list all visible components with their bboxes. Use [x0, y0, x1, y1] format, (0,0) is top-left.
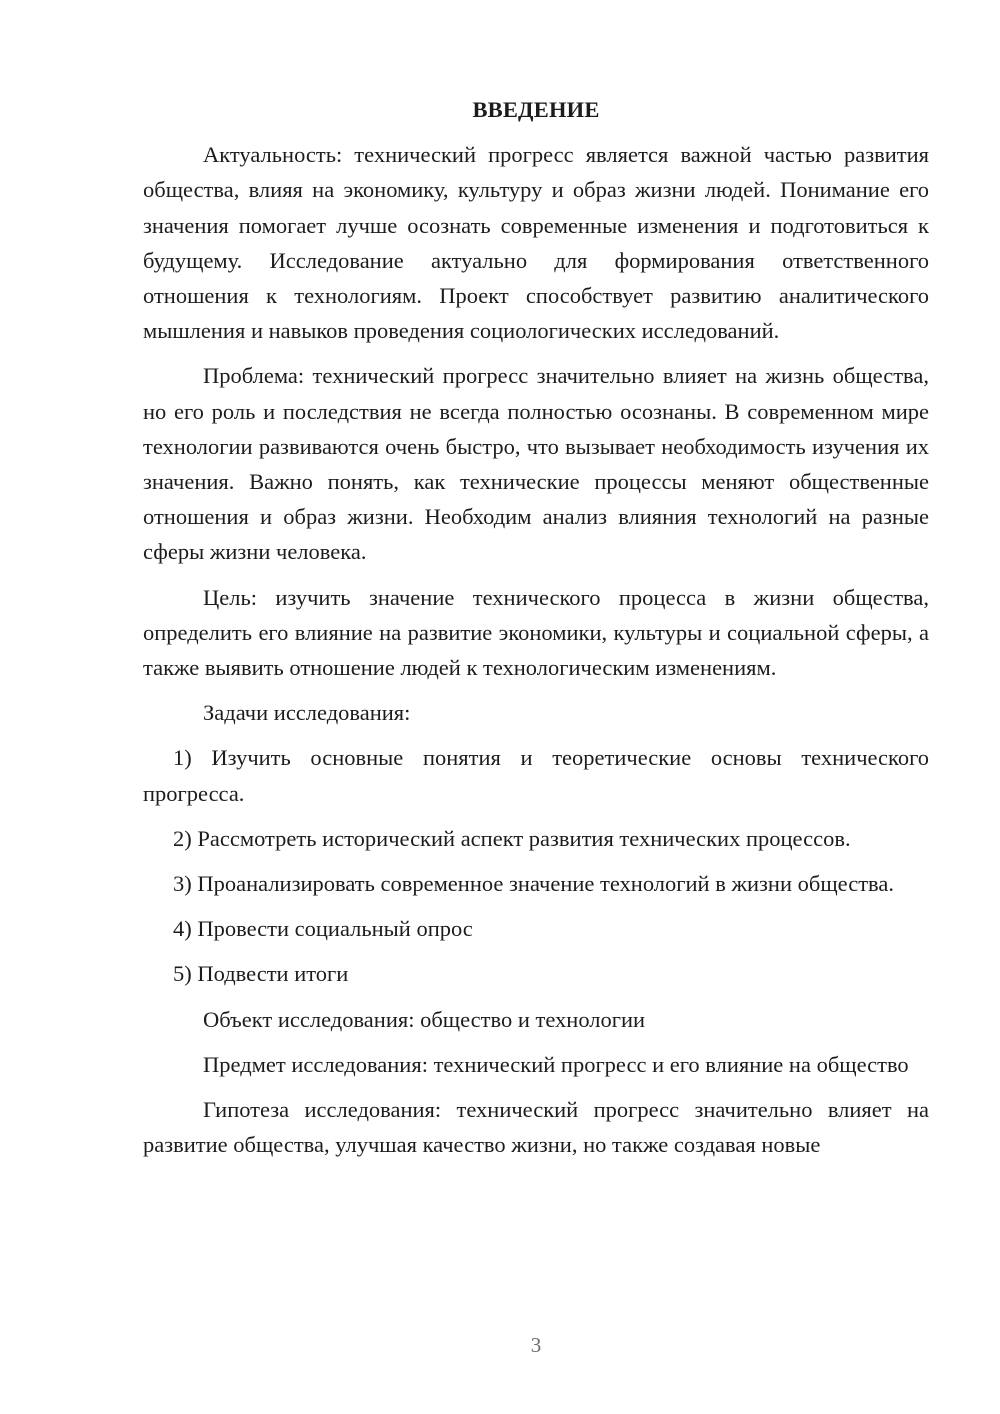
- page-content: [143, 92, 929, 1172]
- relevance-paragraph: Актуальность: технический прогресс является важной частью развития общества, влияя на экономику, культуру и образ жизни людей. Понимание его значения помогает лучше осознать современные изменения и подготовиться к будущему. Исследование актуально для формирования ответственного отношения к технологиям. Проект способствует развитию аналитического мышления и навыков проведения социологических исследований.: [143, 142, 929, 344]
- tasks-heading: Задачи исследования:: [203, 700, 411, 726]
- page-number: 3: [530, 1333, 542, 1357]
- page-title: ВВЕДЕНИЕ: [472, 97, 600, 122]
- research-object-paragraph: Объект исследования: общество и технологии: [203, 1006, 646, 1032]
- research-subject-paragraph: Предмет исследования: технический прогресс и его влияние на общество: [203, 1051, 909, 1077]
- problem-paragraph: Проблема: технический прогресс значительно влияет на жизнь общества, но его роль и последствия не всегда полностью осознаны. В современном мире технологии развиваются очень быстро, что вызывает необходимость изучения их значения. Важно понять, как технические процессы меняют общественные отношения и образ жизни. Необходим анализ влияния технологий на разные сферы жизни человека.: [143, 363, 929, 565]
- task-item: 4) Провести социальный опрос: [173, 916, 473, 942]
- task-item: 2) Рассмотреть исторический аспект развития технических процессов.: [173, 825, 851, 851]
- task-item: 1) Изучить основные понятия и теоретические основы технического прогресса.: [143, 745, 929, 806]
- task-item: 5) Подвести итоги: [173, 961, 349, 987]
- goal-paragraph: Цель: изучить значение технического процесса в жизни общества, определить его влияние на развитие экономики, культуры и социальной сферы, а также выявить отношение людей к технологическим изменениям.: [143, 584, 929, 681]
- task-item: 3) Проанализировать современное значение технологий в жизни общества.: [173, 871, 894, 897]
- research-hypothesis-paragraph: Гипотеза исследования: технический прогресс значительно влияет на развитие общества, улучшая качество жизни, но также создавая новые: [143, 1097, 929, 1158]
